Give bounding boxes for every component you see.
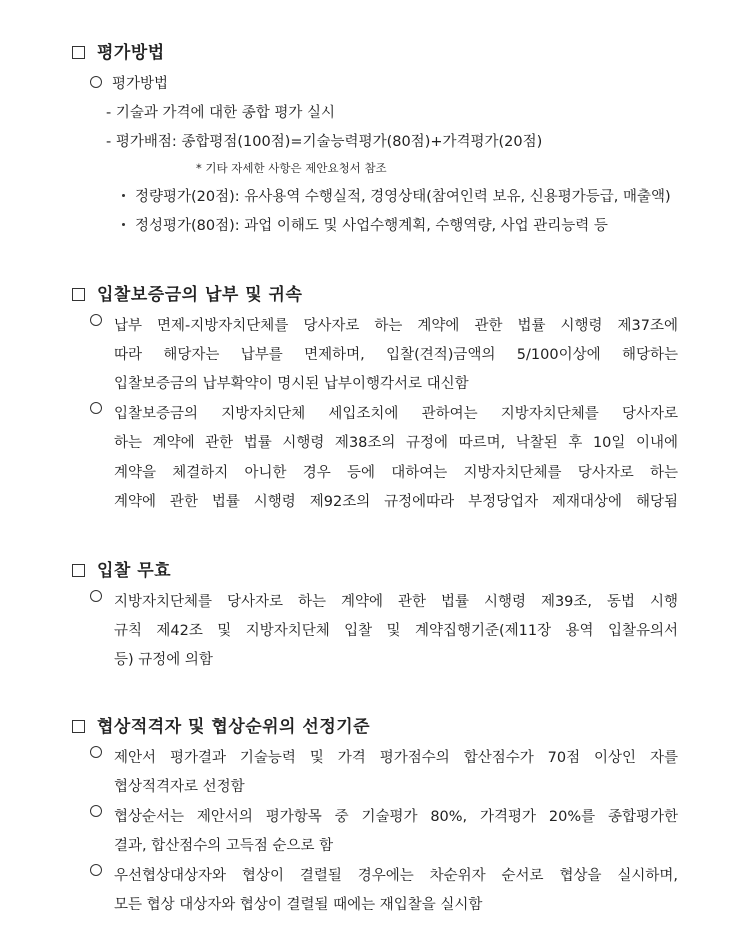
square-bullet-icon (72, 288, 85, 301)
square-bullet-icon (72, 46, 85, 59)
circle-bullet-icon (90, 864, 102, 876)
paragraph-line: 입찰보증금의 납부확약이 명시된 납부이행각서로 대신함 (114, 376, 469, 392)
paragraph-line: 하는 계약에 관한 법률 시행령 제38조의 규정에 따르며, 낙찰된 후 10일 이내에 (114, 435, 678, 451)
circle-item (90, 805, 112, 821)
circle-item (90, 314, 112, 330)
paragraph-line: 우선협상대상자와 협상이 결렬될 경우에는 차순위자 순서로 협상을 실시하며, (114, 868, 678, 884)
section-heading: 입찰보증금의 납부 및 귀속 (72, 280, 302, 305)
paragraph-line: 계약을 체결하지 아니한 경우 등에 대하여는 지방자치단체를 당사자로 하는 (114, 465, 678, 481)
paragraph-line: 규칙 제42조 및 지방자치단체 입찰 및 계약집행기준(제11장 용역 입찰유의서 (114, 623, 678, 639)
paragraph-line: 따라 해당자는 납부를 면제하며, 입찰(견적)금액의 5/100이상에 해당하는 (114, 347, 678, 363)
circle-bullet-icon (90, 76, 102, 88)
circle-bullet-icon (90, 746, 102, 758)
paragraph-line: 지방자치단체를 당사자로 하는 계약에 관한 법률 시행령 제39조, 동법 시행 (114, 594, 678, 610)
dash-item: - 평가배점: 종합평점(100점)=기술능력평가(80점)+가격평가(20점) (106, 134, 543, 150)
paragraph-line: 계약에 관한 법률 시행령 제92조의 규정에따라 부정당업자 제재대상에 해당됨 (114, 494, 678, 510)
section-heading: 협상적격자 및 협상순위의 선정기준 (72, 712, 370, 737)
paragraph-line: 협상순서는 제안서의 평가항목 중 기술평가 80%, 가격평가 20%를 종합평가한 (114, 809, 678, 825)
circle-item (90, 590, 112, 606)
square-bullet-icon (72, 564, 85, 577)
circle-bullet-icon (90, 314, 102, 326)
square-bullet-icon (72, 720, 85, 733)
circle-item (90, 402, 112, 418)
dash-item: - 기술과 가격에 대한 종합 평가 실시 (106, 105, 335, 121)
dot-item: 정량평가(20점): 유사용역 수행실적, 경영상태(참여인력 보유, 신용평가등급, 매출액) (122, 185, 671, 206)
dot-bullet-icon (122, 194, 125, 197)
dot-item: 정성평가(80점): 과업 이해도 및 사업수행계획, 수행역량, 사업 관리능력 등 (122, 214, 608, 235)
section-heading: 평가방법 (72, 38, 165, 63)
paragraph-line: 결과, 합산점수의 고득점 순으로 함 (114, 838, 334, 854)
paragraph-line: 입찰보증금의 지방자치단체 세입조치에 관하여는 지방자치단체를 당사자로 (114, 406, 678, 422)
paragraph-line: 협상적격자로 선정함 (114, 779, 245, 795)
section-heading: 입찰 무효 (72, 556, 171, 581)
circle-bullet-icon (90, 402, 102, 414)
dot-bullet-icon (122, 223, 125, 226)
paragraph-line: 제안서 평가결과 기술능력 및 가격 평가점수의 합산점수가 70점 이상인 자를 (114, 750, 678, 766)
circle-bullet-icon (90, 590, 102, 602)
footnote: * 기타 자세한 사항은 제안요청서 참조 (196, 161, 387, 175)
paragraph-line: 모든 협상 대상자와 협상이 결렬될 때에는 재입찰을 실시함 (114, 897, 483, 913)
paragraph-line: 납부 면제-지방자치단체를 당사자로 하는 계약에 관한 법률 시행령 제37조에 (114, 318, 678, 334)
circle-bullet-icon (90, 805, 102, 817)
circle-item (90, 864, 112, 880)
circle-item (90, 746, 112, 762)
paragraph-line: 등) 규정에 의함 (114, 652, 213, 668)
sub-heading: 평가방법 (90, 72, 168, 93)
